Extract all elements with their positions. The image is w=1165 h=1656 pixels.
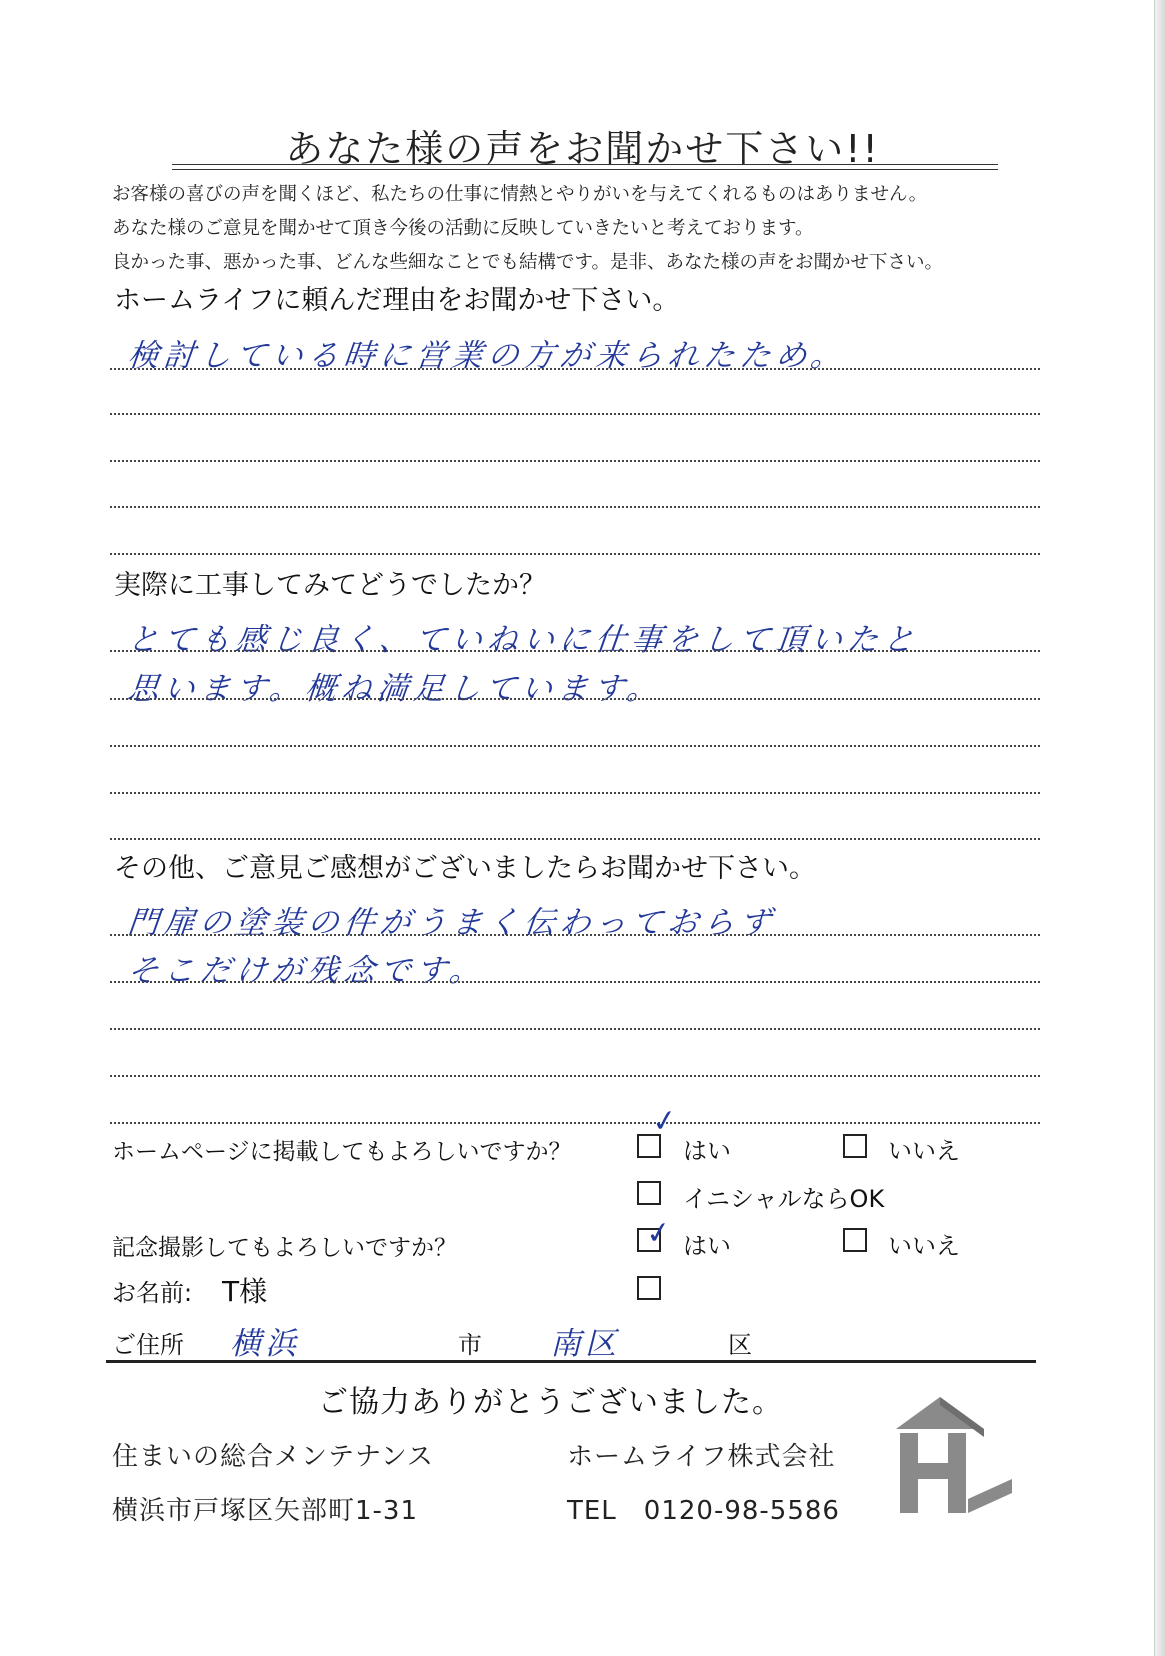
title-underline-2 (172, 169, 998, 170)
homepage-consent-question: ホームページに掲載してもよろしいですか？ (112, 1139, 572, 1165)
intro-line-2: あなた様のご意見を聞かせて頂き今後の活動に反映していきたいと考えております。 (112, 218, 814, 239)
homepage-initial-checkbox[interactable] (637, 1181, 661, 1205)
page-edge (1154, 0, 1165, 1656)
logo-l (968, 1479, 1012, 1513)
thanks-message: ご協力ありがとうございました。 (318, 1385, 783, 1420)
footer-divider (106, 1360, 1036, 1363)
page-title: あなた様の声をお聞かせ下さい!! (285, 127, 880, 171)
homepage-initial-label: イニシャルならOK (683, 1185, 885, 1213)
homepage-no-checkbox[interactable] (843, 1134, 867, 1158)
company-address: 横浜市戸塚区矢部町1-31 (112, 1496, 419, 1526)
answer-line (110, 506, 1040, 508)
address-label: ご住所 (112, 1331, 184, 1359)
answer-line (110, 698, 1040, 700)
answer-line (110, 1075, 1040, 1077)
name-label: お名前: (112, 1279, 193, 1307)
answer-line (110, 413, 1040, 415)
answer-line (110, 553, 1040, 555)
answer-impression-line-2: 思います。概ね満足しています。 (125, 671, 665, 707)
title-underline (172, 164, 998, 165)
company-tel: TEL 0120-98-5586 (567, 1496, 840, 1526)
address-city-label: 市 (458, 1331, 482, 1359)
photo-yes-check-mark: ✓ (643, 1214, 674, 1253)
question-impression: 実際に工事してみてどうでしたか？ (114, 570, 546, 601)
photo-yes-label: はい (683, 1232, 731, 1260)
question-comments: その他、ご意見ご感想がございましたらお聞かせ下さい。 (114, 853, 816, 884)
logo-h-left (900, 1433, 918, 1513)
answer-line (110, 838, 1040, 840)
homelife-logo (888, 1393, 1016, 1521)
answer-line (110, 368, 1040, 370)
intro-line-1: お客様の喜びの声を聞くほど、私たちの仕事に情熱とやりがいを与えてくれるものはありません。 (112, 184, 928, 205)
logo-h-right (948, 1433, 966, 1513)
answer-line (110, 981, 1040, 983)
name-value: T様 (222, 1275, 268, 1308)
answer-reason-line-1: 検討している時に営業の方が来られたため。 (125, 338, 849, 374)
answer-line (110, 1122, 1040, 1124)
answer-line (110, 934, 1040, 936)
address-ward-handwritten: 南区 (550, 1326, 620, 1362)
photo-no-label: いいえ (888, 1232, 960, 1260)
address-ward-label: 区 (728, 1331, 752, 1359)
answer-line (110, 792, 1040, 794)
answer-comments-line-1: 門扉の塗装の件がうまく伝わっておらず (125, 905, 778, 941)
company-name: ホームライフ株式会社 (567, 1442, 836, 1472)
address-city-handwritten: 横浜 (230, 1326, 300, 1362)
company-tagline: 住まいの総合メンテナンス (112, 1442, 434, 1472)
homepage-yes-label: はい (683, 1137, 731, 1165)
photo-consent-question: 記念撮影してもよろしいですか？ (112, 1235, 457, 1261)
intro-line-3: 良かった事、悪かった事、どんな些細なことでも結構です。是非、あなた様の声をお聞かせ下さい。 (112, 252, 944, 273)
answer-line (110, 650, 1040, 652)
answer-comments-line-2: そこだけが残念です。 (125, 953, 488, 989)
answer-line (110, 745, 1040, 747)
answer-line (110, 1028, 1040, 1030)
question-reason: ホームライフに頼んだ理由をお聞かせ下さい。 (114, 285, 680, 316)
extra-checkbox[interactable] (637, 1276, 661, 1300)
answer-impression-line-1: とても感じ良く、ていねいに仕事をして頂いたと (125, 622, 921, 658)
homepage-yes-check-mark: ✓ (649, 1102, 680, 1141)
answer-line (110, 460, 1040, 462)
photo-no-checkbox[interactable] (843, 1228, 867, 1252)
logo-h-bar (918, 1463, 948, 1479)
homepage-no-label: いいえ (888, 1137, 960, 1165)
